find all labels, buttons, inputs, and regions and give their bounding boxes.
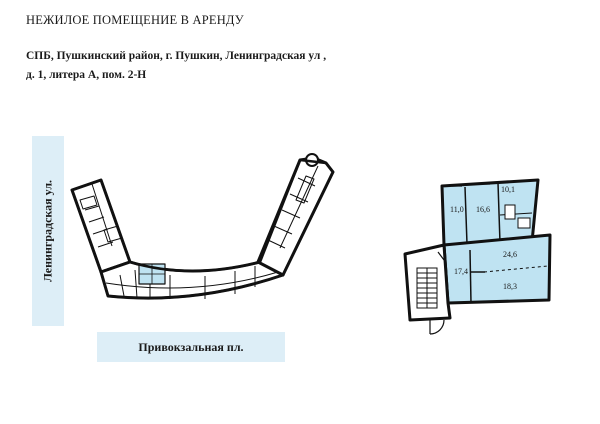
address-line-2: д. 1, литера А, пом. 2-Н [26,69,147,81]
room-area-6: 18,3 [503,282,517,291]
page-title: НЕЖИЛОЕ ПОМЕЩЕНИЕ В АРЕНДУ [26,13,244,27]
left-wing [72,180,130,272]
street-name-left: Ленинградская ул. [40,179,55,283]
address-line-1: СПБ, Пушкинский район, г. Пушкин, Ленинградская ул , [26,50,327,62]
room-area-4: 24,6 [503,250,517,259]
room-area-3: 10,1 [501,185,515,194]
building-overview-plan [72,154,333,299]
street-label-privokzalnaya: Привокзальная пл. [97,332,285,362]
room-area-1: 11,0 [450,205,464,214]
room-area-2: 16,6 [476,205,490,214]
stair-steps [417,268,437,308]
entrance-door [430,320,444,334]
unit-detail-plan [405,180,550,334]
room-area-5: 17,4 [454,267,468,276]
central-arc-wing [101,262,283,299]
